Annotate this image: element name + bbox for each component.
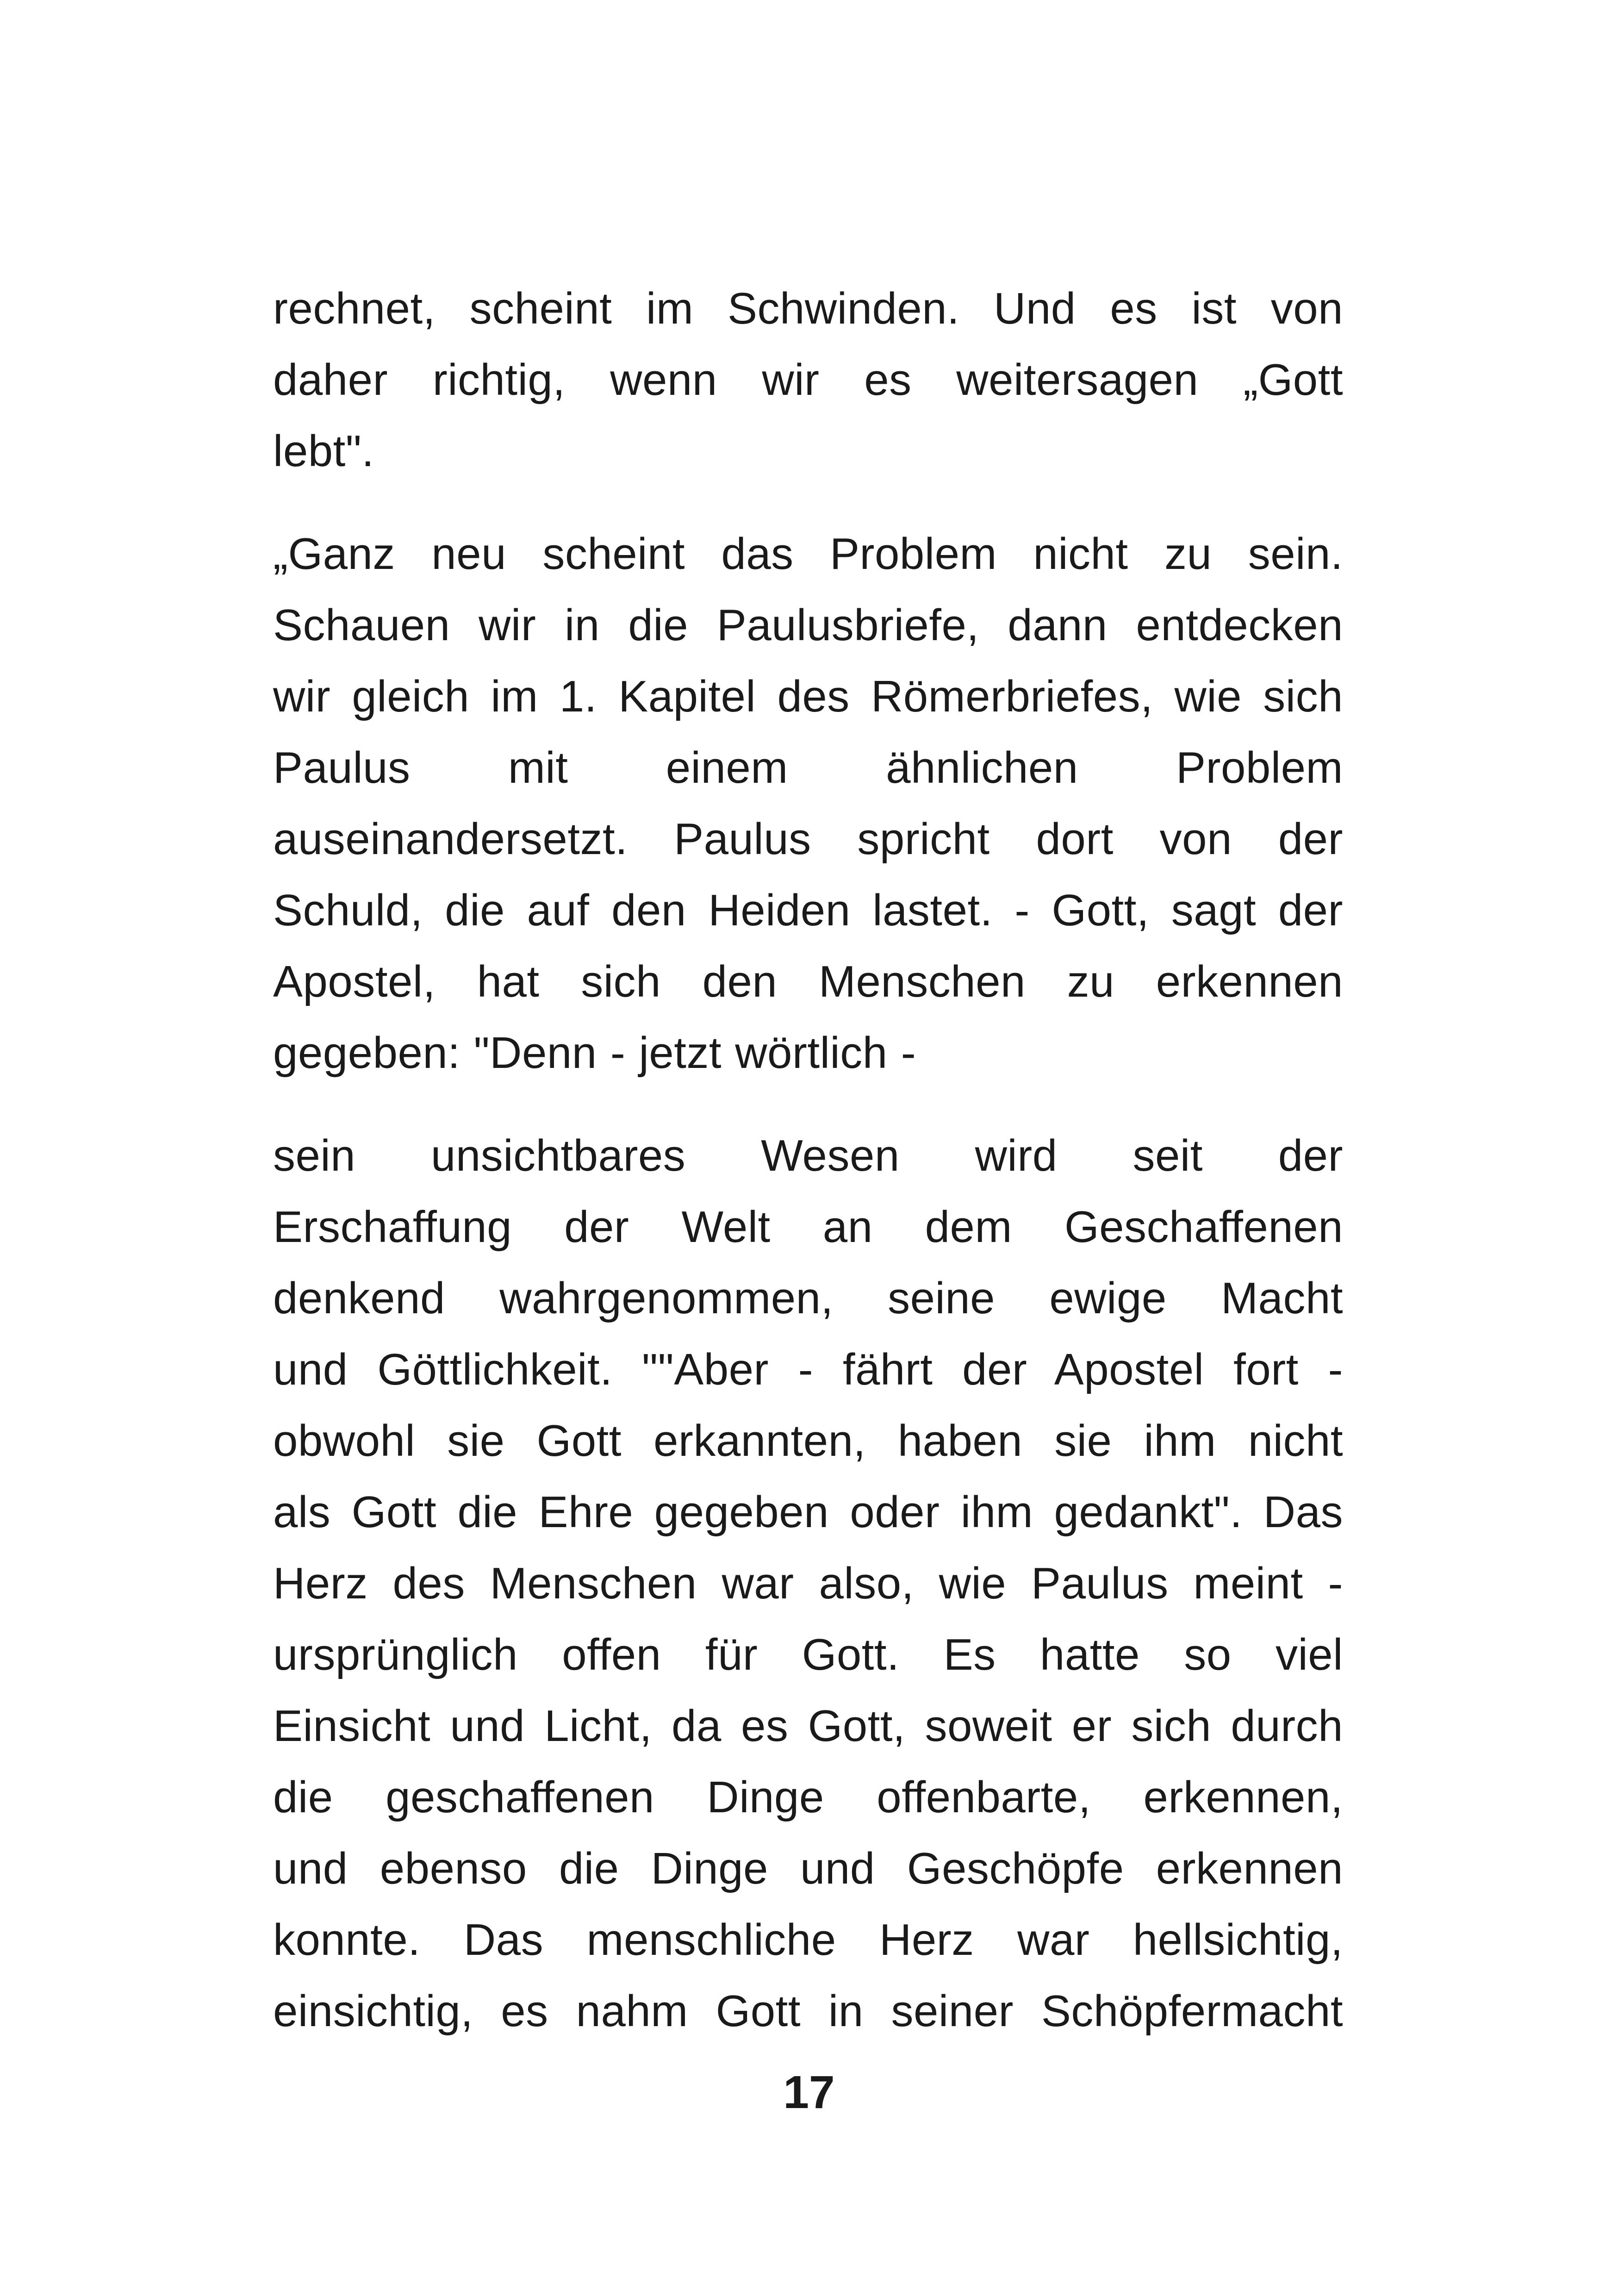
paragraph-1	[273, 273, 1343, 487]
text-line: Schauen wir in die Paulusbriefe, dann entdecken	[273, 600, 1343, 650]
text-line: Schuld, die auf den Heiden lastet. - Gott, sagt der	[273, 886, 1343, 935]
text-line: Paulus mit einem ähnlichen Problem	[273, 743, 1343, 792]
text-line: ursprünglich offen für Gott. Es hatte so viel	[273, 1630, 1343, 1679]
text-line: auseinandersetzt. Paulus spricht dort von der	[273, 814, 1343, 864]
text-line: und Göttlichkeit. ""Aber - fährt der Apostel fort -	[273, 1345, 1343, 1394]
text-line: sein unsichtbares Wesen wird seit der	[273, 1131, 1343, 1180]
text-line: Erschaffung der Welt an dem Geschaffenen	[273, 1202, 1343, 1252]
body-text	[273, 273, 1343, 2078]
text-line: gegeben: "Denn - jetzt wörtlich -	[273, 1028, 916, 1078]
text-line: konnte. Das menschliche Herz war hellsichtig,	[273, 1915, 1343, 1965]
paragraph-2	[273, 518, 1343, 1089]
text-line: obwohl sie Gott erkannten, haben sie ihm nicht	[273, 1416, 1343, 1466]
text-line: als Gott die Ehre gegeben oder ihm gedankt". Das	[273, 1487, 1343, 1537]
text-line: denkend wahrgenommen, seine ewige Macht	[273, 1273, 1343, 1323]
text-line: „Ganz neu scheint das Problem nicht zu sein.	[273, 529, 1343, 579]
paragraph-3	[273, 1120, 1343, 2047]
text-line: Einsicht und Licht, da es Gott, soweit er sich durch	[273, 1701, 1343, 1751]
text-line: einsichtig, es nahm Gott in seiner Schöpfermacht	[273, 1986, 1343, 2036]
text-line: lebt".	[273, 426, 374, 476]
text-line: und ebenso die Dinge und Geschöpfe erkennen	[273, 1844, 1343, 1893]
text-line: Apostel, hat sich den Menschen zu erkennen	[273, 957, 1343, 1006]
text-line: daher richtig, wenn wir es weitersagen „Gott	[273, 355, 1343, 405]
text-line: wir gleich im 1. Kapitel des Römerbriefes, wie sich	[273, 672, 1343, 721]
page-number: 17	[783, 2066, 835, 2118]
text-line: rechnet, scheint im Schwinden. Und es ist von	[273, 284, 1343, 333]
text-line: Herz des Menschen war also, wie Paulus meint -	[273, 1559, 1343, 1608]
text-line: die geschaffenen Dinge offenbarte, erkennen,	[273, 1772, 1343, 1822]
